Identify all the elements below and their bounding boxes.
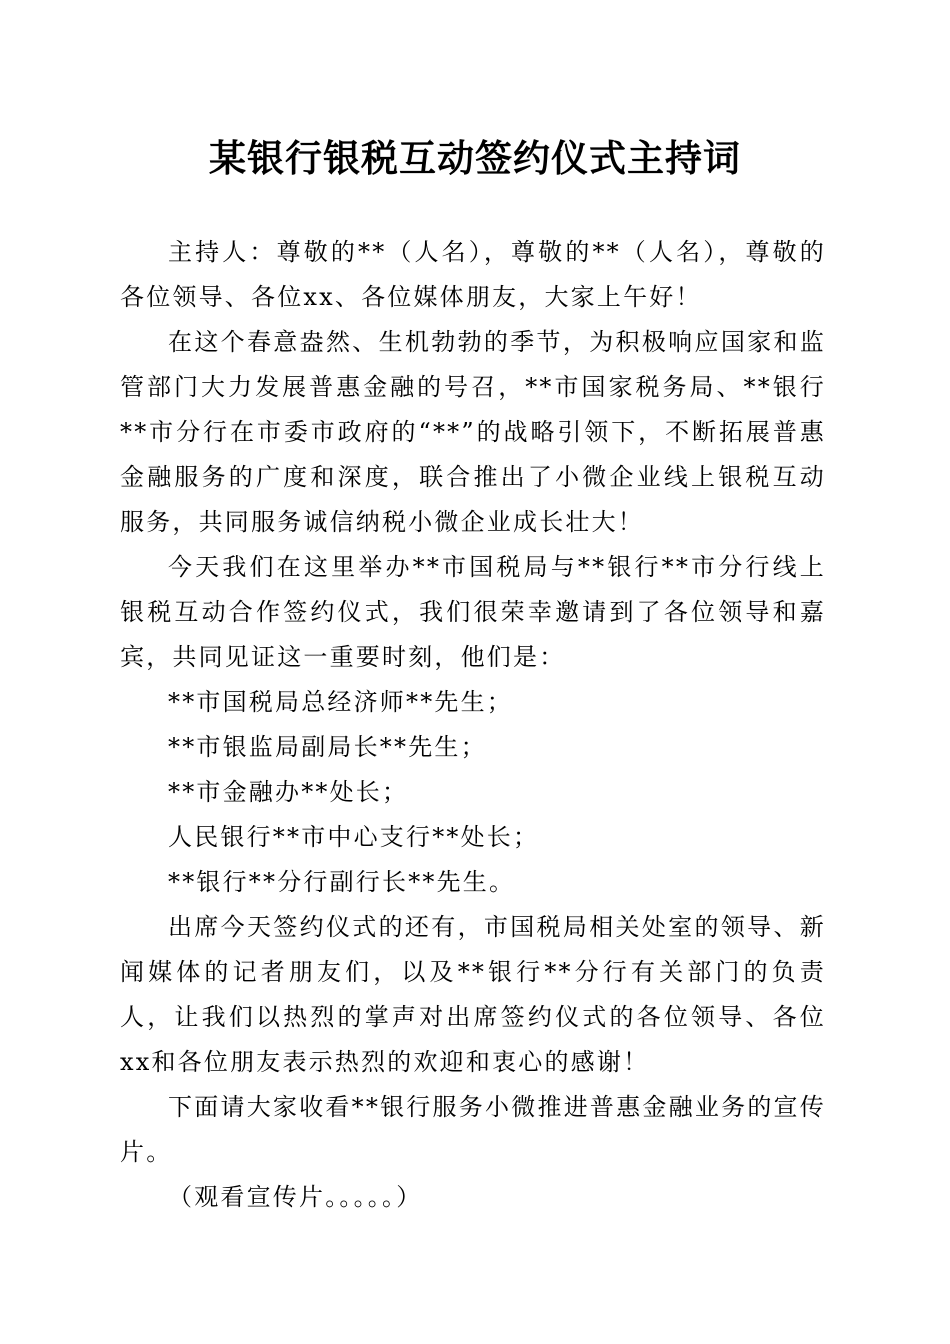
document-body <box>120 230 826 1220</box>
document-title: 某银行银税互动签约仪式主持词 <box>209 136 741 180</box>
guest-list-item: **市金融办**处长； <box>168 778 409 806</box>
paragraph-video-intro: 下面请大家收看**银行服务小微推进普惠金融业务的宣传片。 <box>120 1093 826 1166</box>
guest-list-item: **市银监局副局长**先生； <box>168 733 487 761</box>
guest-list-item: **银行**分行副行长**先生。 <box>168 868 516 896</box>
paragraph-event: 今天我们在这里举办**市国税局与**银行**市分行线上银税互动合作签约仪式，我们很荣幸邀请到了各位领导和嘉宾，共同见证这一重要时刻，他们是： <box>120 553 826 671</box>
paragraph-intro: 在这个春意盎然、生机勃勃的季节，为积极响应国家和监管部门大力发展普惠金融的号召，**市国家税务局、**银行**市分行在市委市政府的“**”的战略引领下，不断拓展普惠金融服务的广度和深度，联合推出了小微企业线上银税互动服务，共同服务诚信纳税小微企业成长壮大！ <box>120 328 826 536</box>
paragraph-attendees: 出席今天签约仪式的还有，市国税局相关处室的领导、新闻媒体的记者朋友们，以及**银行**分行有关部门的负责人，让我们以热烈的掌声对出席签约仪式的各位领导、各位xx和各位朋友表示热烈的欢迎和衷心的感谢！ <box>120 913 826 1076</box>
paragraph-video-note: （观看宣传片。。。。。） <box>168 1183 423 1211</box>
guest-list-item: 人民银行**市中心支行**处长； <box>168 823 540 851</box>
paragraph-greeting: 主持人：尊敬的**（人名），尊敬的**（人名），尊敬的各位领导、各位xx、各位媒体朋友，大家上午好！ <box>120 238 826 311</box>
guest-list-item: **市国税局总经济师**先生； <box>168 688 513 716</box>
